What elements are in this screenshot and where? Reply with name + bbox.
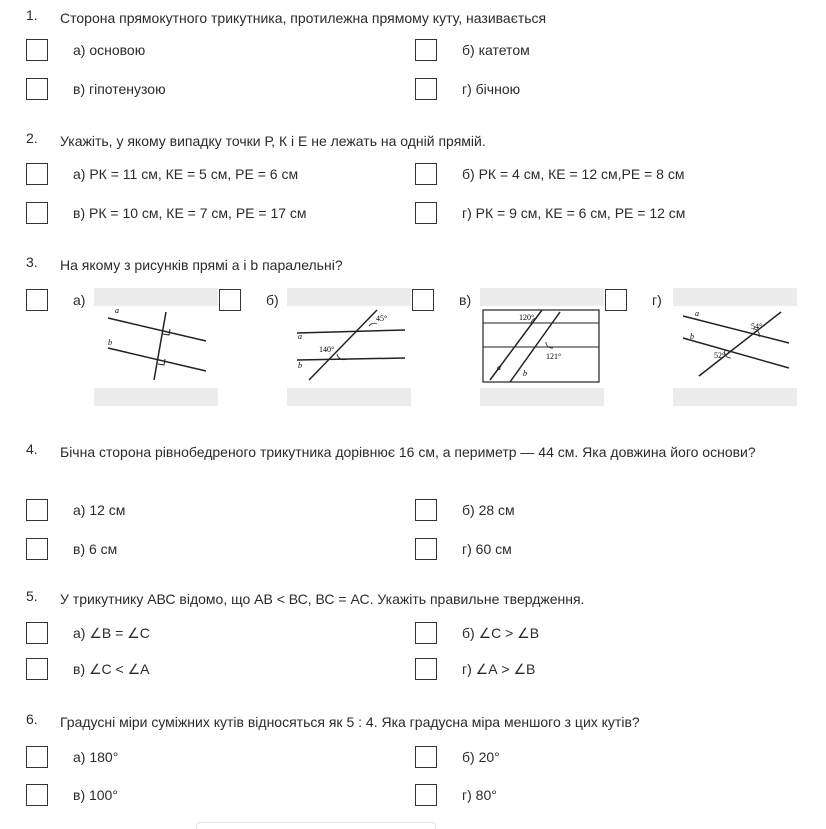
answer-checkbox[interactable] [26, 499, 48, 521]
option-label: г) 80° [462, 787, 497, 803]
line-b-label: b [298, 361, 302, 370]
answer-checkbox[interactable] [415, 658, 437, 680]
option-label: в) 100° [73, 787, 118, 803]
question-number: 4. [26, 441, 38, 457]
option-label: в) гіпотенузою [73, 81, 166, 97]
question-number: 6. [26, 711, 38, 727]
question-text: Сторона прямокутного трикутника, протилежна прямому куту, називається [60, 10, 547, 26]
option-label: г) [652, 292, 662, 308]
line-b-label: b [690, 332, 694, 341]
option-label: б) РК = 4 см, КЕ = 12 см,РЕ = 8 см [462, 166, 685, 182]
answer-checkbox[interactable] [415, 622, 437, 644]
question-number: 5. [26, 588, 38, 604]
option-label: в) [459, 292, 472, 308]
line-a-label: a [695, 309, 699, 318]
option-label: а) 180° [73, 749, 119, 765]
angle-label: 54° [751, 322, 763, 331]
option-label: г) 60 см [462, 541, 512, 557]
option-label: а) РК = 11 см, КЕ = 5 см, РЕ = 6 см [73, 166, 299, 182]
question-text: У трикутнику АВС відомо, що АВ < ВС, ВС = АС. Укажіть правильне твердження. [60, 591, 585, 607]
answer-checkbox[interactable] [415, 784, 437, 806]
answer-checkbox[interactable] [26, 658, 48, 680]
figure-d [673, 288, 797, 406]
option-label: г) ∠А > ∠В [462, 661, 536, 677]
line-b-label: b [108, 338, 112, 347]
answer-checkbox[interactable] [26, 538, 48, 560]
line-b-label: b [523, 369, 527, 378]
angle-label: 52° [714, 351, 726, 360]
answer-checkbox[interactable] [415, 538, 437, 560]
option-label: а) ∠В = ∠С [73, 625, 150, 641]
figure-c [480, 288, 604, 406]
option-label: а) 12 см [73, 502, 126, 518]
question-text: Градусні міри суміжних кутів відносяться як 5 : 4. Яка градусна міра меншого з цих кутів? [60, 714, 640, 730]
answer-checkbox[interactable] [26, 289, 48, 311]
question-text: На якому з рисунків прямі a і b паралельні? [60, 257, 343, 273]
option-label: в) ∠С < ∠А [73, 661, 150, 677]
answer-checkbox[interactable] [26, 78, 48, 100]
line-a-label: a [298, 332, 302, 341]
angle-label: 121° [546, 352, 562, 361]
angle-label: 45° [376, 314, 388, 323]
answer-checkbox[interactable] [415, 746, 437, 768]
option-label: б) ∠С > ∠В [462, 625, 540, 641]
answer-checkbox[interactable] [26, 202, 48, 224]
answer-checkbox[interactable] [26, 784, 48, 806]
answer-checkbox[interactable] [415, 78, 437, 100]
answer-checkbox[interactable] [415, 202, 437, 224]
option-label: б) 28 см [462, 502, 515, 518]
figure-a [94, 288, 218, 406]
option-label: а) основою [73, 42, 146, 58]
answer-checkbox[interactable] [219, 289, 241, 311]
option-label: б) катетом [462, 42, 530, 58]
answer-checkbox[interactable] [26, 746, 48, 768]
answer-checkbox[interactable] [26, 622, 48, 644]
question-number: 1. [26, 7, 38, 23]
answer-checkbox[interactable] [415, 499, 437, 521]
answer-checkbox[interactable] [415, 163, 437, 185]
answer-checkbox[interactable] [605, 289, 627, 311]
answer-checkbox[interactable] [412, 289, 434, 311]
question-text: Бічна сторона рівнобедреного трикутника дорівнює 16 см, а периметр — 44 см. Яка довжина його основи? [60, 444, 756, 460]
answer-checkbox[interactable] [415, 39, 437, 61]
option-label: а) [73, 292, 86, 308]
answer-checkbox[interactable] [26, 163, 48, 185]
line-a-label: a [115, 306, 119, 315]
question-number: 2. [26, 130, 38, 146]
question-text: Укажіть, у якому випадку точки Р, К і Е не лежать на одній прямій. [60, 133, 486, 149]
option-label: в) 6 см [73, 541, 118, 557]
figure-b [287, 288, 411, 406]
answer-checkbox[interactable] [26, 39, 48, 61]
option-label: б) [266, 292, 279, 308]
option-label: б) 20° [462, 749, 500, 765]
line-a-label: a [497, 363, 501, 372]
angle-label: 120° [519, 313, 535, 322]
question-number: 3. [26, 254, 38, 270]
option-label: в) РК = 10 см, КЕ = 7 см, РЕ = 17 см [73, 205, 307, 221]
option-label: г) РК = 9 см, КЕ = 6 см, РЕ = 12 см [462, 205, 686, 221]
angle-label: 140° [319, 345, 335, 354]
option-label: г) бічною [462, 81, 521, 97]
